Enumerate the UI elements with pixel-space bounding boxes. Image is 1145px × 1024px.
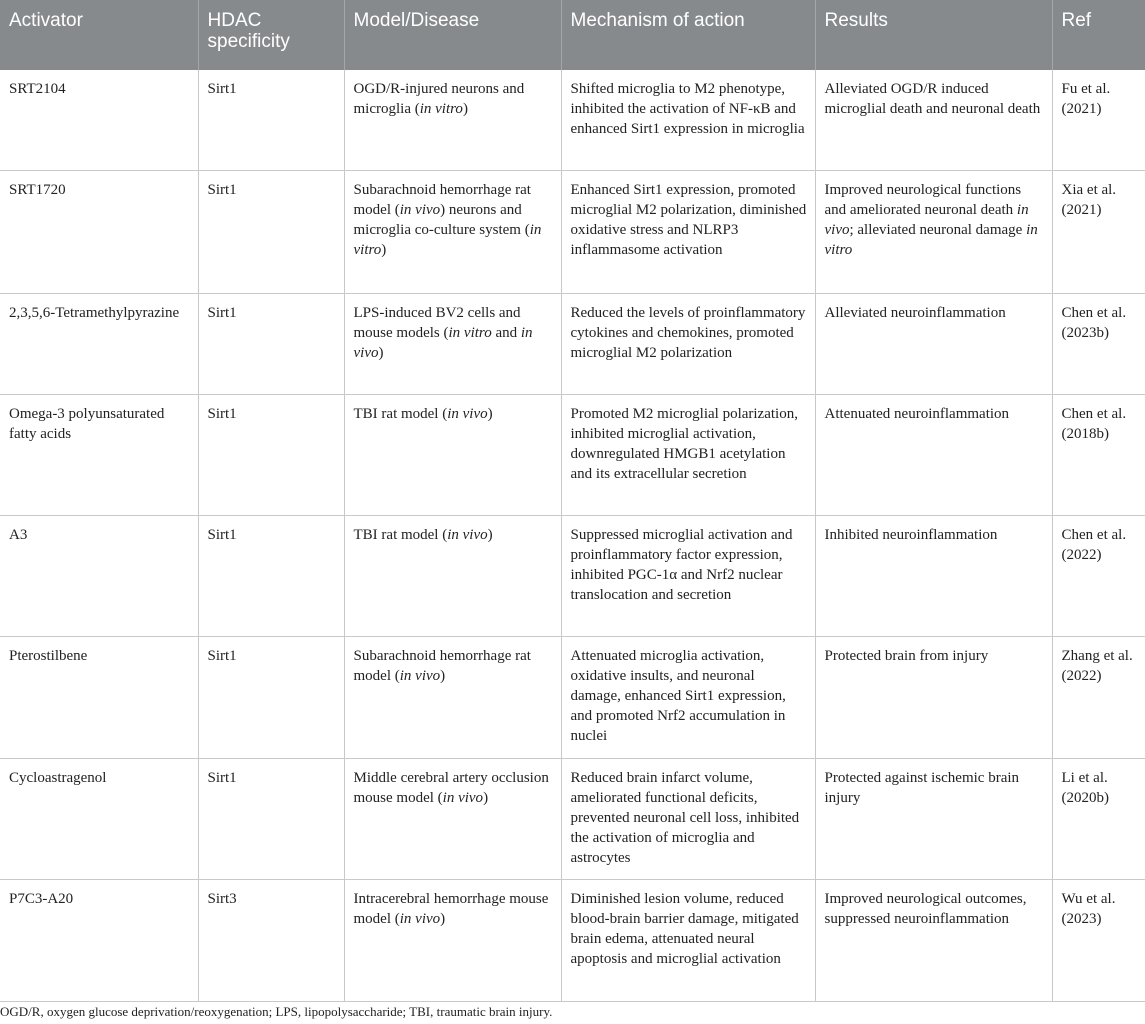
text-segment: Subarachnoid hemorrhage rat model ( xyxy=(353,181,531,218)
text-segment: ) neurons and microglia co-culture system ( xyxy=(353,201,530,238)
text-segment: Subarachnoid hemorrhage rat model ( xyxy=(353,647,531,684)
cell-hdac-specificity: Sirt1 xyxy=(198,394,344,515)
text-segment: Inhibited neuroinflammation xyxy=(824,526,998,543)
cell-activator: SRT1720 xyxy=(0,170,198,293)
cell-ref: Xia et al. (2021) xyxy=(1052,170,1145,293)
text-segment: ) xyxy=(381,241,387,258)
cell-mechanism: Attenuated microglia activation, oxidative insults, and neuronal damage, enhanced Sirt1 expression, and promoted Nrf2 accumulation in nuclei xyxy=(561,636,815,758)
header-model-disease: Model/Disease xyxy=(344,0,561,70)
cell-results xyxy=(815,758,1052,879)
cell-model-disease xyxy=(344,636,561,758)
table-row xyxy=(0,758,1145,879)
text-segment: Improved neurological functions and ameliorated neuronal death xyxy=(824,181,1022,218)
cell-model-disease xyxy=(344,758,561,879)
italic-text: in vitro xyxy=(353,221,542,258)
cell-model-disease xyxy=(344,879,561,1001)
table-footnote: OGD/R, oxygen glucose deprivation/reoxygenation; LPS, lipopolysaccharide; TBI, traumatic brain injury. xyxy=(0,1004,553,1019)
cell-ref: Li et al. (2020b) xyxy=(1052,758,1145,879)
text-segment: TBI rat model ( xyxy=(353,526,448,543)
cell-results xyxy=(815,170,1052,293)
cell-mechanism: Shifted microglia to M2 phenotype, inhibited the activation of NF-κB and enhanced Sirt1 expression in microglia xyxy=(561,70,815,170)
table-body xyxy=(0,70,1145,1001)
text-segment: ) xyxy=(378,344,384,361)
cell-mechanism: Reduced the levels of proinflammatory cytokines and chemokines, promoted microglial M2 polarization xyxy=(561,293,815,394)
cell-mechanism: Diminished lesion volume, reduced blood-brain barrier damage, mitigated brain edema, attenuated neural apoptosis and microglial activation xyxy=(561,879,815,1001)
text-segment: ) xyxy=(440,910,446,927)
cell-hdac-specificity: Sirt1 xyxy=(198,170,344,293)
text-segment: ) xyxy=(483,789,489,806)
cell-ref: Chen et al. (2023b) xyxy=(1052,293,1145,394)
cell-activator: Omega-3 polyunsaturated fatty acids xyxy=(0,394,198,515)
cell-hdac-specificity: Sirt1 xyxy=(198,515,344,636)
italic-text: in vivo xyxy=(442,789,484,806)
text-segment: Middle cerebral artery occlusion mouse model ( xyxy=(353,769,549,806)
text-segment: and xyxy=(491,324,521,341)
italic-text: in vivo xyxy=(447,405,488,422)
cell-mechanism: Promoted M2 microglial polarization, inhibited microglial activation, downregulated HMGB1 acetylation and its extracellular secretion xyxy=(561,394,815,515)
italic-text: in vitro xyxy=(448,324,492,341)
cell-results xyxy=(815,293,1052,394)
cell-ref: Fu et al. (2021) xyxy=(1052,70,1145,170)
cell-model-disease xyxy=(344,70,561,170)
header-activator: Activator xyxy=(0,0,198,70)
cell-results xyxy=(815,70,1052,170)
text-segment: Intracerebral hemorrhage mouse model ( xyxy=(353,890,549,927)
cell-hdac-specificity: Sirt1 xyxy=(198,636,344,758)
text-segment: Protected brain from injury xyxy=(824,647,989,664)
table-row xyxy=(0,515,1145,636)
cell-ref: Zhang et al. (2022) xyxy=(1052,636,1145,758)
text-segment: ) xyxy=(462,101,468,117)
cell-mechanism: Reduced brain infarct volume, ameliorated functional deficits, prevented neuronal cell loss, inhibited the activation of microglia and astrocytes xyxy=(561,758,815,879)
cell-hdac-specificity: Sirt1 xyxy=(198,70,344,170)
header-row xyxy=(0,0,1145,70)
italic-text: in vivo xyxy=(353,324,533,361)
table-row xyxy=(0,636,1145,758)
table-row xyxy=(0,394,1145,515)
cell-ref: Wu et al. (2023) xyxy=(1052,879,1145,1001)
cell-activator: P7C3-A20 xyxy=(0,879,198,1001)
cell-model-disease xyxy=(344,170,561,293)
table-header xyxy=(0,0,1145,70)
header-results: Results xyxy=(815,0,1052,70)
cell-results xyxy=(815,394,1052,515)
text-segment: OGD/R-injured neurons and microglia ( xyxy=(353,81,525,117)
italic-text: in vivo xyxy=(399,910,441,927)
text-segment: ; alleviated neuronal damage xyxy=(849,221,1027,238)
text-segment: TBI rat model ( xyxy=(353,405,448,422)
cell-hdac-specificity: Sirt3 xyxy=(198,879,344,1001)
italic-text: in vivo xyxy=(399,201,441,218)
cell-ref: Chen et al. (2022) xyxy=(1052,515,1145,636)
text-segment: ) xyxy=(487,526,493,543)
cell-mechanism: Suppressed microglial activation and proinflammatory factor expression, inhibited PGC-1α and Nrf2 nuclear translocation and secretion xyxy=(561,515,815,636)
cell-hdac-specificity: Sirt1 xyxy=(198,293,344,394)
text-segment: Alleviated OGD/R induced microglial death and neuronal death xyxy=(824,81,1041,117)
cell-model-disease xyxy=(344,515,561,636)
cell-activator: 2,3,5,6-Tetramethylpyrazine xyxy=(0,293,198,394)
text-segment: LPS-induced BV2 cells and mouse models ( xyxy=(353,304,521,341)
cell-results xyxy=(815,879,1052,1001)
table-row xyxy=(0,293,1145,394)
italic-text: in vivo xyxy=(824,201,1029,238)
text-segment: Improved neurological outcomes, suppressed neuroinflammation xyxy=(824,890,1027,927)
cell-activator: A3 xyxy=(0,515,198,636)
italic-text: in vivo xyxy=(447,526,488,543)
cell-ref: Chen et al. (2018b) xyxy=(1052,394,1145,515)
text-segment: Alleviated neuroinflammation xyxy=(824,304,1006,321)
cell-mechanism: Enhanced Sirt1 expression, promoted microglial M2 polarization, diminished oxidative stress and NLRP3 inflammasome activation xyxy=(561,170,815,293)
cell-activator: Cycloastragenol xyxy=(0,758,198,879)
cell-results xyxy=(815,636,1052,758)
text-segment: Attenuated neuroinflammation xyxy=(824,405,1010,422)
italic-text: in vivo xyxy=(399,667,441,684)
text-segment: ) xyxy=(440,667,446,684)
header-ref: Ref xyxy=(1052,0,1145,70)
cell-results xyxy=(815,515,1052,636)
cell-model-disease xyxy=(344,293,561,394)
table-row xyxy=(0,879,1145,1001)
cell-model-disease xyxy=(344,394,561,515)
italic-text: in vitro xyxy=(419,101,463,117)
cell-activator: SRT2104 xyxy=(0,70,198,170)
cell-hdac-specificity: Sirt1 xyxy=(198,758,344,879)
header-mechanism: Mechanism of action xyxy=(561,0,815,70)
cell-activator: Pterostilbene xyxy=(0,636,198,758)
header-hdac-specificity: HDAC specificity xyxy=(198,0,344,70)
italic-text: in vitro xyxy=(824,221,1038,258)
table-row xyxy=(0,70,1145,170)
text-segment: Protected against ischemic brain injury xyxy=(824,769,1020,806)
table-row xyxy=(0,170,1145,293)
text-segment: ) xyxy=(487,405,493,422)
